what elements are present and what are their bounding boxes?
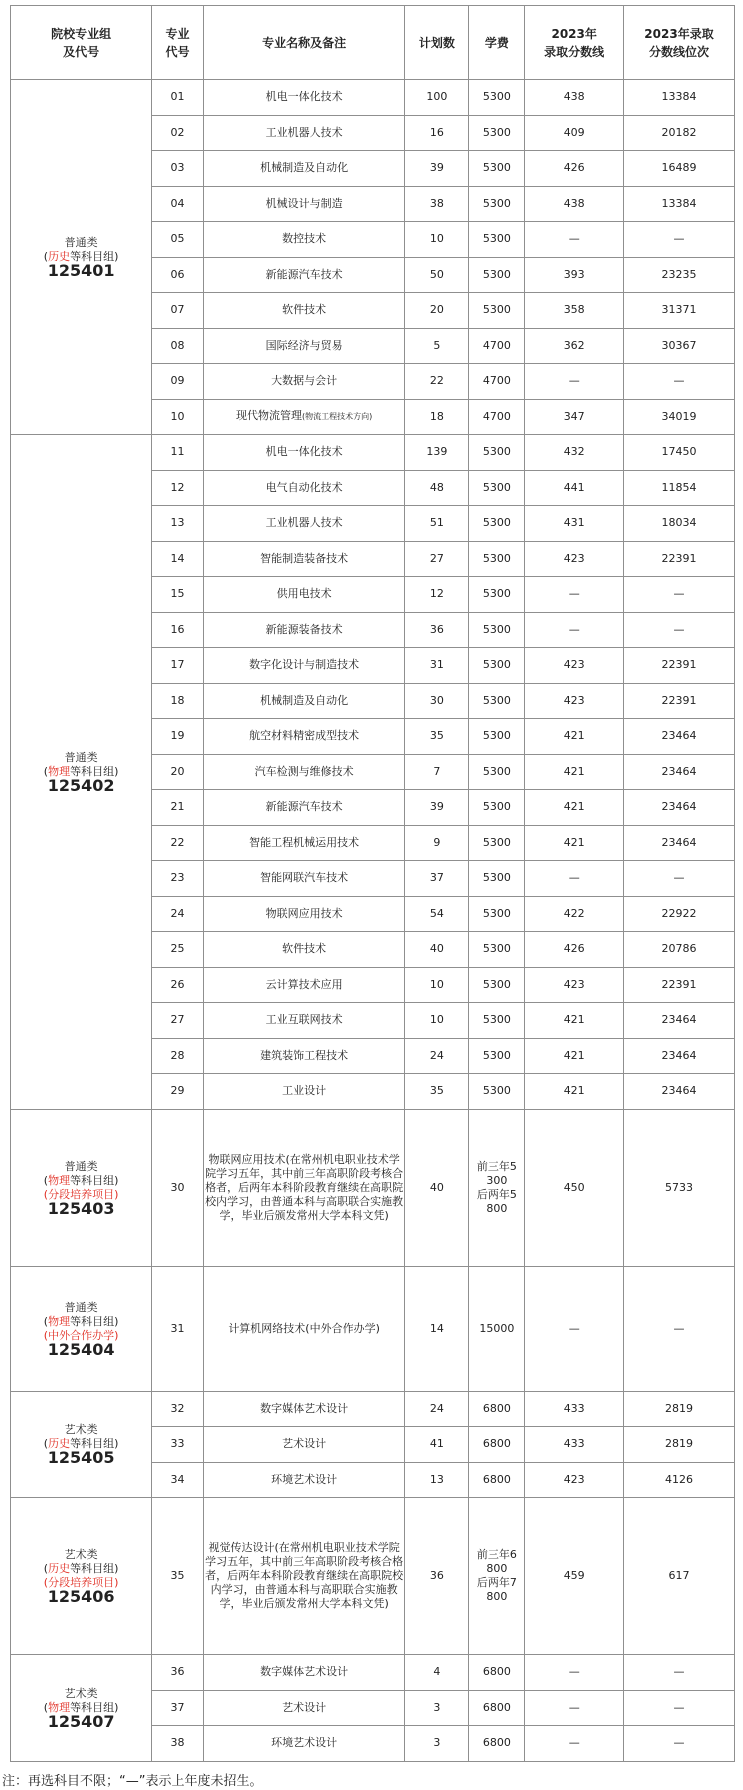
major-name: 机电一体化技术 — [203, 435, 405, 471]
tuition: 5300 — [469, 470, 525, 506]
rank-2023: — — [624, 1266, 735, 1391]
score-2023: — — [525, 364, 624, 400]
plan-count: 9 — [405, 825, 469, 861]
group-subject: 历史 — [48, 250, 71, 263]
header-score: 2023年 录取分数线 — [525, 6, 624, 80]
rank-2023: 5733 — [624, 1109, 735, 1266]
score-2023: 347 — [525, 399, 624, 435]
major-code: 01 — [152, 80, 204, 116]
score-2023: 433 — [525, 1391, 624, 1427]
major-name: 工业互联网技术 — [203, 1003, 405, 1039]
table-row — [11, 1266, 735, 1391]
rank-2023: 22391 — [624, 648, 735, 684]
major-code: 18 — [152, 683, 204, 719]
major-code: 02 — [152, 115, 204, 151]
footnote: 注：再选科目不限；“—”表示上年度未招生。 — [2, 1774, 263, 1789]
score-2023: 421 — [525, 790, 624, 826]
major-name: 艺术设计 — [203, 1690, 405, 1726]
plan-count: 12 — [405, 577, 469, 613]
tuition: 5300 — [469, 825, 525, 861]
major-code: 13 — [152, 506, 204, 542]
plan-count: 5 — [405, 328, 469, 364]
group-subject-line: (物理等科目组) — [43, 764, 119, 778]
plan-count: 54 — [405, 896, 469, 932]
major-name: 视觉传达设计(在常州机电职业技术学院学习五年，其中前三年高职阶段考核合格者，后两年本科阶段教育继续在高职院校内学习，由普通本科与高职联合实施教学，毕业后颁发常州大学本科文凭) — [203, 1498, 405, 1655]
tuition: 6800 — [469, 1690, 525, 1726]
major-name: 环境艺术设计 — [203, 1726, 405, 1762]
header-code: 专业 代号 — [152, 6, 204, 80]
group-subject-line: (物理等科目组) — [43, 1700, 119, 1714]
tuition: 5300 — [469, 1074, 525, 1110]
table-row — [11, 1109, 735, 1266]
score-2023: 423 — [525, 541, 624, 577]
tuition: 5300 — [469, 861, 525, 897]
tuition: 5300 — [469, 896, 525, 932]
header-name: 专业名称及备注 — [203, 6, 405, 80]
group-cell — [11, 1391, 152, 1498]
group-type: 艺术类 — [64, 1686, 98, 1700]
major-name: 数字媒体艺术设计 — [203, 1655, 405, 1691]
major-code: 14 — [152, 541, 204, 577]
major-name: 新能源汽车技术 — [203, 257, 405, 293]
major-code: 24 — [152, 896, 204, 932]
rank-2023: — — [624, 577, 735, 613]
major-name: 数字化设计与制造技术 — [203, 648, 405, 684]
score-2023: — — [525, 1655, 624, 1691]
major-name: 航空材料精密成型技术 — [203, 719, 405, 755]
major-name: 工业设计 — [203, 1074, 405, 1110]
major-code: 06 — [152, 257, 204, 293]
tuition: 5300 — [469, 754, 525, 790]
score-2023: — — [525, 222, 624, 258]
score-2023: 441 — [525, 470, 624, 506]
major-name: 智能制造装备技术 — [203, 541, 405, 577]
group-subject-line: (物理等科目组) — [43, 1314, 119, 1328]
rank-2023: 22391 — [624, 541, 735, 577]
major-code: 22 — [152, 825, 204, 861]
major-name: 工业机器人技术 — [203, 506, 405, 542]
tuition: 6800 — [469, 1462, 525, 1498]
tuition: 6800 — [469, 1655, 525, 1691]
score-2023: 421 — [525, 825, 624, 861]
group-cell — [11, 1109, 152, 1266]
plan-count: 100 — [405, 80, 469, 116]
tuition: 5300 — [469, 932, 525, 968]
plan-count: 50 — [405, 257, 469, 293]
tuition: 5300 — [469, 612, 525, 648]
major-name: 数控技术 — [203, 222, 405, 258]
score-2023: — — [525, 1266, 624, 1391]
score-2023: 426 — [525, 151, 624, 187]
plan-count: 16 — [405, 115, 469, 151]
score-2023: 421 — [525, 1003, 624, 1039]
rank-2023: 30367 — [624, 328, 735, 364]
group-extra: (分段培养项目) — [43, 1576, 119, 1589]
group-cell — [11, 1498, 152, 1655]
rank-2023: 20182 — [624, 115, 735, 151]
group-code: 125401 — [47, 261, 115, 280]
score-2023: 433 — [525, 1427, 624, 1463]
score-2023: 421 — [525, 1074, 624, 1110]
rank-2023: 18034 — [624, 506, 735, 542]
plan-count: 30 — [405, 683, 469, 719]
tuition: 5300 — [469, 967, 525, 1003]
major-name: 国际经济与贸易 — [203, 328, 405, 364]
score-2023: 393 — [525, 257, 624, 293]
major-note: (物流工程技术方向) — [301, 412, 373, 422]
plan-count: 38 — [405, 186, 469, 222]
plan-count: 36 — [405, 1498, 469, 1655]
group-code: 125406 — [47, 1587, 115, 1606]
rank-2023: 23464 — [624, 1074, 735, 1110]
major-name: 机械制造及自动化 — [203, 151, 405, 187]
table-row — [11, 1391, 735, 1427]
tuition: 5300 — [469, 115, 525, 151]
group-subject: 物理 — [48, 1700, 71, 1714]
header-group: 院校专业组 及代号 — [11, 6, 152, 80]
rank-2023: 23464 — [624, 790, 735, 826]
major-code: 17 — [152, 648, 204, 684]
score-2023: 426 — [525, 932, 624, 968]
tuition: 5300 — [469, 541, 525, 577]
major-code: 07 — [152, 293, 204, 329]
rank-2023: 2819 — [624, 1391, 735, 1427]
rank-2023: 23464 — [624, 754, 735, 790]
major-code: 36 — [152, 1655, 204, 1691]
rank-2023: 23464 — [624, 1003, 735, 1039]
tuition: 5300 — [469, 80, 525, 116]
plan-count: 24 — [405, 1391, 469, 1427]
score-2023: 450 — [525, 1109, 624, 1266]
score-2023: — — [525, 577, 624, 613]
plan-count: 24 — [405, 1038, 469, 1074]
header-rank: 2023年录取 分数线位次 — [624, 6, 735, 80]
plan-count: 41 — [405, 1427, 469, 1463]
major-name: 大数据与会计 — [203, 364, 405, 400]
plan-count: 20 — [405, 293, 469, 329]
major-name: 机械设计与制造 — [203, 186, 405, 222]
rank-2023: 23464 — [624, 825, 735, 861]
plan-count: 39 — [405, 790, 469, 826]
plan-count: 31 — [405, 648, 469, 684]
tuition: 6800 — [469, 1726, 525, 1762]
tuition: 5300 — [469, 186, 525, 222]
rank-2023: 23464 — [624, 719, 735, 755]
score-2023: — — [525, 1726, 624, 1762]
tuition: 5300 — [469, 435, 525, 471]
tuition: 5300 — [469, 683, 525, 719]
tuition: 5300 — [469, 577, 525, 613]
major-code: 16 — [152, 612, 204, 648]
table-row — [11, 80, 735, 116]
score-2023: 438 — [525, 80, 624, 116]
major-name: 新能源汽车技术 — [203, 790, 405, 826]
rank-2023: — — [624, 612, 735, 648]
major-name: 建筑装饰工程技术 — [203, 1038, 405, 1074]
table-row — [11, 1498, 735, 1655]
major-name: 软件技术 — [203, 293, 405, 329]
major-code: 32 — [152, 1391, 204, 1427]
rank-2023: 22922 — [624, 896, 735, 932]
group-cell — [11, 435, 152, 1110]
plan-count: 22 — [405, 364, 469, 400]
rank-2023: 20786 — [624, 932, 735, 968]
plan-count: 40 — [405, 932, 469, 968]
group-type: 艺术类 — [64, 1423, 98, 1437]
plan-count: 48 — [405, 470, 469, 506]
score-2023: 362 — [525, 328, 624, 364]
group-code: 125402 — [47, 775, 115, 795]
score-2023: 421 — [525, 719, 624, 755]
group-subject: 历史 — [48, 1437, 71, 1451]
major-code: 10 — [152, 399, 204, 435]
major-name: 环境艺术设计 — [203, 1462, 405, 1498]
plan-count: 10 — [405, 222, 469, 258]
tuition: 5300 — [469, 222, 525, 258]
score-2023: 421 — [525, 754, 624, 790]
table-row — [11, 1655, 735, 1691]
rank-2023: 11854 — [624, 470, 735, 506]
group-subject-line: (物理等科目组) — [43, 1173, 119, 1187]
tuition: 5300 — [469, 1003, 525, 1039]
plan-count: 18 — [405, 399, 469, 435]
tuition: 5300 — [469, 790, 525, 826]
major-name: 软件技术 — [203, 932, 405, 968]
plan-count: 7 — [405, 754, 469, 790]
plan-count: 51 — [405, 506, 469, 542]
rank-2023: — — [624, 364, 735, 400]
rank-2023: — — [624, 1726, 735, 1762]
group-subject: 历史 — [48, 1562, 71, 1575]
major-code: 21 — [152, 790, 204, 826]
group-code: 125404 — [47, 1339, 115, 1359]
tuition: 4700 — [469, 399, 525, 435]
rank-2023: — — [624, 1655, 735, 1691]
score-2023: — — [525, 861, 624, 897]
major-name: 电气自动化技术 — [203, 470, 405, 506]
plan-count: 39 — [405, 151, 469, 187]
major-code: 19 — [152, 719, 204, 755]
rank-2023: 16489 — [624, 151, 735, 187]
plan-count: 40 — [405, 1109, 469, 1266]
rank-2023: 31371 — [624, 293, 735, 329]
rank-2023: 13384 — [624, 186, 735, 222]
score-2023: 423 — [525, 967, 624, 1003]
major-code: 35 — [152, 1498, 204, 1655]
plan-count: 10 — [405, 1003, 469, 1039]
major-name: 艺术设计 — [203, 1427, 405, 1463]
tuition: 前三年5 300 后两年5 800 — [469, 1109, 525, 1266]
rank-2023: 13384 — [624, 80, 735, 116]
major-code: 34 — [152, 1462, 204, 1498]
major-code: 30 — [152, 1109, 204, 1266]
group-cell — [11, 1655, 152, 1762]
header-fee: 学费 — [469, 6, 525, 80]
score-2023: 422 — [525, 896, 624, 932]
group-extra: (中外合作办学) — [43, 1328, 119, 1342]
major-code: 27 — [152, 1003, 204, 1039]
tuition: 4700 — [469, 328, 525, 364]
header-row — [11, 6, 735, 80]
major-name: 物联网应用技术 — [203, 896, 405, 932]
group-code: 125407 — [47, 1711, 115, 1731]
major-code: 38 — [152, 1726, 204, 1762]
table-row — [11, 435, 735, 471]
group-type: 艺术类 — [64, 1548, 98, 1561]
tuition: 5300 — [469, 1038, 525, 1074]
major-code: 12 — [152, 470, 204, 506]
major-code: 23 — [152, 861, 204, 897]
tuition: 前三年6 800 后两年7 800 — [469, 1498, 525, 1655]
major-name: 机电一体化技术 — [203, 80, 405, 116]
score-2023: 431 — [525, 506, 624, 542]
rank-2023: 2819 — [624, 1427, 735, 1463]
major-code: 25 — [152, 932, 204, 968]
rank-2023: — — [624, 1690, 735, 1726]
major-name: 数字媒体艺术设计 — [203, 1391, 405, 1427]
plan-count: 3 — [405, 1690, 469, 1726]
score-2023: — — [525, 1690, 624, 1726]
plan-count: 3 — [405, 1726, 469, 1762]
plan-count: 35 — [405, 719, 469, 755]
score-2023: — — [525, 612, 624, 648]
major-name: 计算机网络技术(中外合作办学) — [203, 1266, 405, 1391]
group-code: 125403 — [47, 1198, 115, 1218]
plan-count: 35 — [405, 1074, 469, 1110]
admission-plan-table — [10, 5, 735, 1762]
major-code: 37 — [152, 1690, 204, 1726]
major-name: 机械制造及自动化 — [203, 683, 405, 719]
tuition: 5300 — [469, 648, 525, 684]
score-2023: 438 — [525, 186, 624, 222]
score-2023: 432 — [525, 435, 624, 471]
major-name: 物联网应用技术(在常州机电职业技术学院学习五年，其中前三年高职阶段考核合格者，后两年本科阶段教育继续在高职院校内学习，由普通本科与高职联合实施教学，毕业后颁发常州大学本科文凭) — [203, 1109, 405, 1266]
tuition: 6800 — [469, 1427, 525, 1463]
group-cell — [11, 80, 152, 435]
major-code: 05 — [152, 222, 204, 258]
major-name: 工业机器人技术 — [203, 115, 405, 151]
group-type: 普通类 — [64, 750, 98, 764]
tuition: 5300 — [469, 719, 525, 755]
score-2023: 423 — [525, 1462, 624, 1498]
score-2023: 358 — [525, 293, 624, 329]
major-name: 智能工程机械运用技术 — [203, 825, 405, 861]
rank-2023: 22391 — [624, 683, 735, 719]
major-code: 04 — [152, 186, 204, 222]
rank-2023: — — [624, 861, 735, 897]
major-name: 供用电技术 — [203, 577, 405, 613]
tuition: 4700 — [469, 364, 525, 400]
group-type: 普通类 — [64, 1159, 98, 1173]
group-subject: 物理 — [48, 764, 71, 778]
rank-2023: 23464 — [624, 1038, 735, 1074]
plan-count: 27 — [405, 541, 469, 577]
major-code: 15 — [152, 577, 204, 613]
major-name: 智能网联汽车技术 — [203, 861, 405, 897]
group-subject: 物理 — [48, 1173, 71, 1187]
plan-count: 37 — [405, 861, 469, 897]
rank-2023: 22391 — [624, 967, 735, 1003]
rank-2023: — — [624, 222, 735, 258]
group-subject-line: (历史等科目组) — [43, 250, 119, 263]
score-2023: 421 — [525, 1038, 624, 1074]
group-subject-line: (历史等科目组) — [43, 1562, 119, 1575]
rank-2023: 17450 — [624, 435, 735, 471]
major-code: 33 — [152, 1427, 204, 1463]
tuition: 5300 — [469, 151, 525, 187]
score-2023: 423 — [525, 683, 624, 719]
rank-2023: 34019 — [624, 399, 735, 435]
rank-2023: 617 — [624, 1498, 735, 1655]
group-subject: 物理 — [48, 1314, 71, 1328]
major-code: 08 — [152, 328, 204, 364]
major-code: 29 — [152, 1074, 204, 1110]
header-plan: 计划数 — [405, 6, 469, 80]
plan-count: 10 — [405, 967, 469, 1003]
major-name: 现代物流管理(物流工程技术方向) — [203, 399, 405, 435]
score-2023: 409 — [525, 115, 624, 151]
plan-count: 4 — [405, 1655, 469, 1691]
tuition: 15000 — [469, 1266, 525, 1391]
score-2023: 459 — [525, 1498, 624, 1655]
plan-count: 14 — [405, 1266, 469, 1391]
plan-count: 139 — [405, 435, 469, 471]
major-code: 20 — [152, 754, 204, 790]
major-code: 09 — [152, 364, 204, 400]
score-2023: 423 — [525, 648, 624, 684]
major-code: 31 — [152, 1266, 204, 1391]
major-name: 汽车检测与维修技术 — [203, 754, 405, 790]
tuition: 5300 — [469, 257, 525, 293]
rank-2023: 23235 — [624, 257, 735, 293]
group-extra: (分段培养项目) — [43, 1187, 119, 1201]
table-body — [11, 80, 735, 1762]
tuition: 5300 — [469, 506, 525, 542]
group-code: 125405 — [47, 1448, 115, 1468]
major-code: 28 — [152, 1038, 204, 1074]
group-cell — [11, 1266, 152, 1391]
rank-2023: 4126 — [624, 1462, 735, 1498]
group-type: 普通类 — [64, 1300, 98, 1314]
major-code: 26 — [152, 967, 204, 1003]
group-subject-line: (历史等科目组) — [43, 1437, 119, 1451]
tuition: 6800 — [469, 1391, 525, 1427]
group-type: 普通类 — [64, 236, 98, 249]
major-name: 云计算技术应用 — [203, 967, 405, 1003]
tuition: 5300 — [469, 293, 525, 329]
plan-count: 36 — [405, 612, 469, 648]
major-name: 新能源装备技术 — [203, 612, 405, 648]
major-code: 03 — [152, 151, 204, 187]
major-code: 11 — [152, 435, 204, 471]
plan-count: 13 — [405, 1462, 469, 1498]
